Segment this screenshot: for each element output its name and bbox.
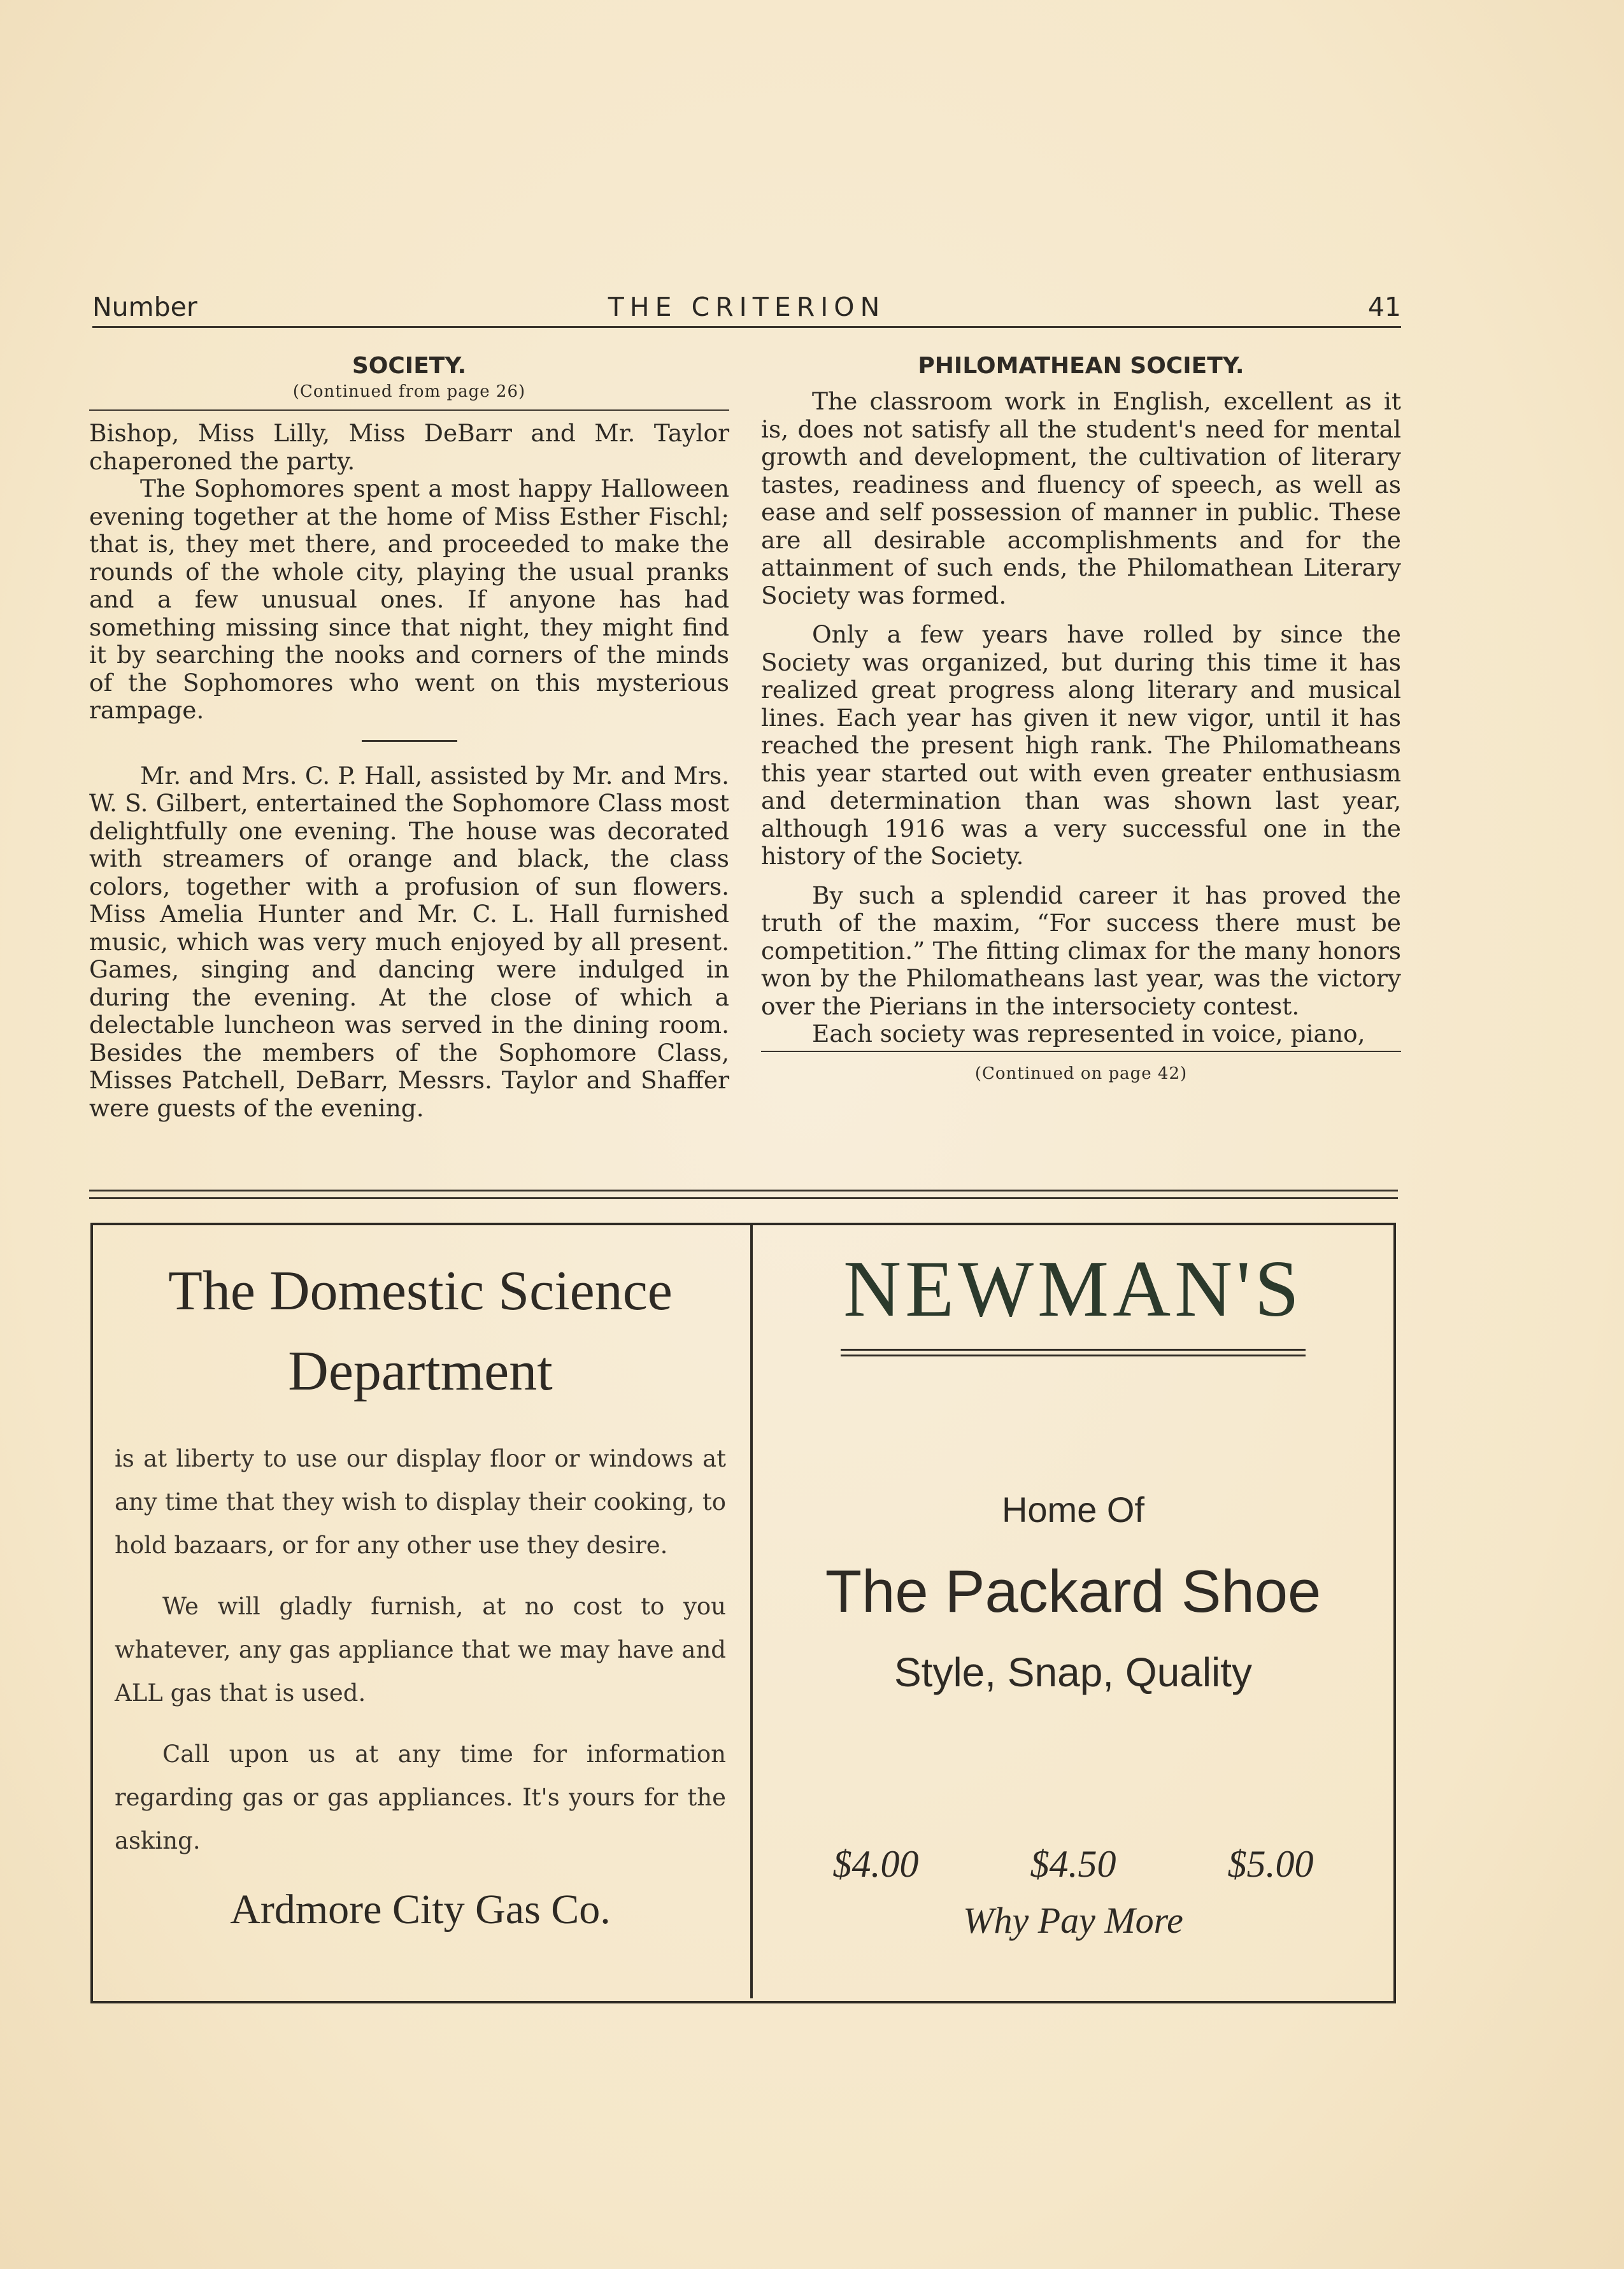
society-paragraph-1: Bishop, Miss Lilly, Miss DeBarr and Mr. Taylor chaperoned the party. [89, 419, 729, 475]
page-number: 41 [1367, 292, 1401, 322]
ad-paragraph-3: Call upon us at any time for information regarding gas or gas appliances. It's yours for the asking. [115, 1740, 726, 1854]
continued-rule [761, 1051, 1401, 1052]
ad-title: The Domestic Science Department [168, 1260, 673, 1402]
ad-paragraph-2: We will gladly furnish, at no cost to you whatever, any gas appliance that we may have and ALL gas that is used. [115, 1593, 726, 1707]
philomathean-paragraph-1: The classroom work in English, excellent as it is, does not satisfy all the student's need for mental growth and development, the cultivation of literary tastes, readiness and fluency of speech, as well as ease and self possession of manner in public. These are all desirable accomplishments and for the attainment of such ends, the Philomathean Literary Society was formed. [761, 387, 1401, 609]
philomathean-paragraph-4: Each society was represented in voice, piano, [812, 1020, 1365, 1048]
product-name: The Packard Shoe [825, 1558, 1321, 1625]
advertiser-name: Ardmore City Gas Co. [230, 1886, 611, 1933]
philomathean-paragraph-3: By such a splendid career it has proved the truth of the maxim, “For success there must be competition.” The fitting climax for the many honors won by the Philomatheans last year, was the victory over the Pierians in the intersociety contest. [761, 881, 1401, 1020]
running-header [92, 287, 1401, 328]
store-name: NEWMAN'S [843, 1245, 1303, 1334]
advertisement-divider [750, 1224, 753, 1998]
philomathean-paragraph-2: Only a few years have rolled by since the Society was organized, but during this time it has realized great progress along literary and musical lines. Each year has given it new vigor, until it has reached the present high rank. The Philomatheans this year started out with even greater enthusiasm and determination than was shown last year, although 1916 was a very successful one in the history of the Society. [761, 620, 1401, 870]
header-section-label: Number [92, 292, 197, 322]
price-item: $4.50 [1030, 1843, 1116, 1885]
section-divider [362, 740, 457, 742]
price-list [833, 1842, 1314, 1886]
ad-slogan: Why Pay More [963, 1900, 1183, 1941]
ad-tagline: Style, Snap, Quality [894, 1649, 1253, 1695]
page-separator-top [89, 1190, 1398, 1191]
society-column [89, 353, 729, 1122]
society-paragraph-3: Mr. and Mrs. C. P. Hall, assisted by Mr. and Mrs. W. S. Gilbert, entertained the Sophomore Class most delightfully one evening. The house was decorated with streamers of orange and black, the class colors, together with a profusion of sun flowers. Miss Amelia Hunter and Mr. C. L. Hall furnished music, which was very much enjoyed by all present. Games, singing and dancing were indulged in during the evening. At the close of which a delectable luncheon was served in the dining room. Besides the members of the Sophomore Class, Misses Patchell, DeBarr, Messrs. Taylor and Shaffer were guests of the evening. [89, 761, 729, 1122]
philomathean-column [761, 353, 1401, 1086]
continued-from-note: (Continued from page 26) [292, 382, 526, 401]
ad-subtitle: Home Of [1001, 1490, 1145, 1530]
price-item: $4.00 [832, 1843, 919, 1885]
continued-on-note: (Continued on page 42) [974, 1063, 1188, 1083]
society-paragraph-2: The Sophomores spent a most happy Halloween evening together at the home of Miss Esther Fischl; that is, they met there, and proceeded to make the rounds of the whole city, playing the usual pranks and a few unusual ones. If anyone has had something missing since that night, they might find it by searching the nooks and corners of the minds of the Sophomores who went on this mysterious rampage. [89, 474, 729, 724]
shoe-store-advertisement [758, 1242, 1388, 1942]
gas-company-advertisement [115, 1251, 726, 1934]
heading-rule [89, 409, 729, 411]
title-double-rule [841, 1349, 1306, 1356]
ad-paragraph-1: is at liberty to use our display floor or windows at any time that they wish to display their cooking, to hold bazaars, or for any other use they desire. [115, 1445, 726, 1559]
page-separator-bottom [89, 1197, 1398, 1199]
price-item: $5.00 [1227, 1843, 1314, 1885]
society-heading: SOCIETY. [352, 353, 467, 379]
publication-title: THE CRITERION [608, 292, 886, 322]
philomathean-heading: PHILOMATHEAN SOCIETY. [918, 353, 1244, 379]
